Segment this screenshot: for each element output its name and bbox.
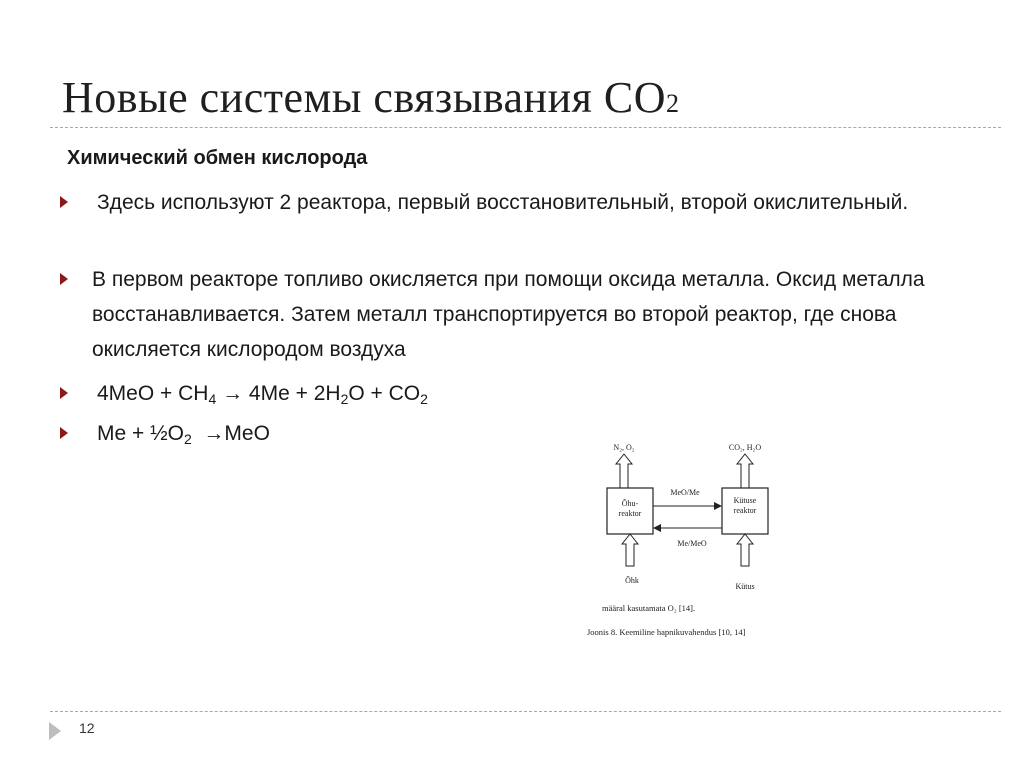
slide-title [62,72,680,123]
fuel-input-label: Kütus [735,582,755,591]
title-text: Новые системы связывания CO [62,73,666,122]
bullet-text: Здесь используют 2 реактора, первый восстановительный, второй окислительный. [97,191,909,214]
bullet-arrow-icon [60,427,68,439]
title-divider [50,127,1001,128]
fuel-reactor-label-1: Kütuse [733,496,757,505]
exhaust-arrow-left [616,454,632,488]
diagram-caption-2: Joonis 8. Keemiline hapnikuvahendus [10, 14] [587,627,746,637]
subheading: Химический обмен кислорода [67,147,368,169]
footer-divider [50,711,1001,712]
bullet-arrow-icon [60,196,68,208]
air-inlet-arrow [622,534,638,566]
air-input-label: Õhk [625,576,639,585]
bullet-item [60,185,940,220]
equation-part: 4MeO + CH [97,382,209,405]
equation-part: Me + ½O [97,422,184,445]
bullet-item [60,262,940,367]
exhaust-arrow-right [737,454,753,488]
bullet-arrow-icon [60,273,68,285]
equation-subscript: 2 [183,431,192,447]
equation-part: →MeO [191,422,270,445]
air-reactor-label-1: Õhu- [621,499,639,508]
page-number: 12 [79,720,95,736]
equation-part: → 4Me + 2H [216,382,341,405]
fuel-reactor-label-2: reaktor [733,506,757,515]
top-right-label: CO₂, H₂O [728,443,762,452]
equation-subscript: 2 [340,391,349,407]
air-reactor-label-2: reaktor [618,509,642,518]
bullet-text: В первом реакторе топливо окисляется при помощи оксида металла. Оксид металла восстанавливается. Затем металл транспортируется во второй реактор, где снова окисляется кислородом воздуха [92,268,925,361]
top-left-label: N₂, O₂ [613,443,635,452]
bullet-arrow-icon [60,387,68,399]
arrow-bottom-label: Me/MeO [677,539,707,548]
equation-subscript: 2 [420,391,428,407]
equation-oxidation [97,376,940,417]
equation-subscript: 4 [208,391,217,407]
equation-part: O + CO [348,382,421,405]
diagram-caption-1: määral kasutamata O₂ [14]. [602,603,696,613]
fuel-inlet-arrow [737,534,753,566]
title-subscript: 2 [666,89,680,118]
chemical-looping-diagram [580,436,820,646]
footer-triangle-icon [49,722,61,740]
arrow-top-label: MeO/Me [670,488,700,497]
bullet-item-equation [60,376,940,417]
